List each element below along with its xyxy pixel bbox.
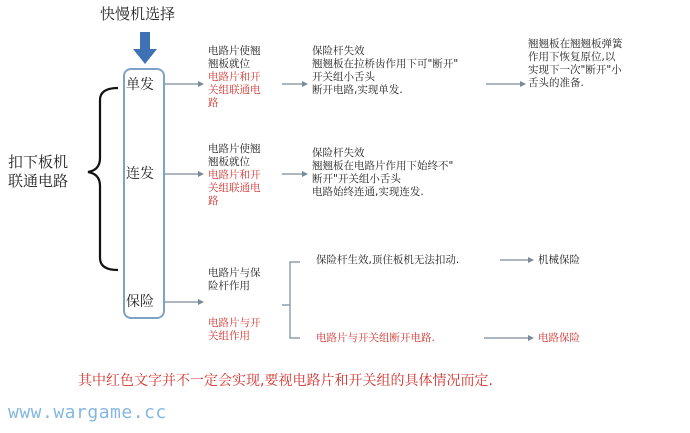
page-title: 快慢机选择 xyxy=(100,5,176,23)
mode-burst: 连发 xyxy=(126,166,154,182)
burst-condition: 电路片使翘 翘板就位 电路片和开 关组联通电 路 xyxy=(208,143,261,207)
single-effect: 保险杆失效 翘翘板在拉桥齿作用下可"断开" 开关组小舌头 断开电路,实现单发. xyxy=(312,45,459,96)
root-label xyxy=(8,153,68,191)
mode-box xyxy=(123,68,165,319)
burst-effect: 保险杆失效 翘翘板在电路片作用下始终不" 断开"开关组小舌头 电路始终连通,实现连发. xyxy=(312,147,454,198)
safety-condition-black: 电路片与保 险杆作用 xyxy=(208,267,261,292)
left-brace xyxy=(88,88,118,270)
mode-single: 单发 xyxy=(126,77,154,93)
single-result: 翘翘板在翘翘板弹簧 作用下恢复原位,以 实现下一次"断开"小 舌头的准备. xyxy=(528,38,623,89)
watermark: www.wargame.cc xyxy=(8,402,167,423)
root-label-line: 扣下板机 xyxy=(8,153,69,171)
safety-result-black: 机械保险 xyxy=(538,254,580,266)
safety-effect-red: 电路片与开关组断开电路. xyxy=(316,332,435,344)
footer-note: 其中红色文字并不一定会实现,要视电路片和开关组的具体情况而定. xyxy=(78,373,493,389)
single-condition: 电路片使翘 翘板就位 电路片和开 关组联通电 路 xyxy=(208,45,261,109)
safety-result-red: 电路保险 xyxy=(538,332,580,344)
mode-safety: 保险 xyxy=(126,294,154,310)
root-label-line: 联通电路 xyxy=(8,172,69,190)
down-arrow-icon xyxy=(133,32,157,64)
safety-effect-black: 保险杆生效,顶住板机无法扣动. xyxy=(316,254,460,266)
safety-condition-red: 电路片与开 关组作用 xyxy=(208,317,261,342)
